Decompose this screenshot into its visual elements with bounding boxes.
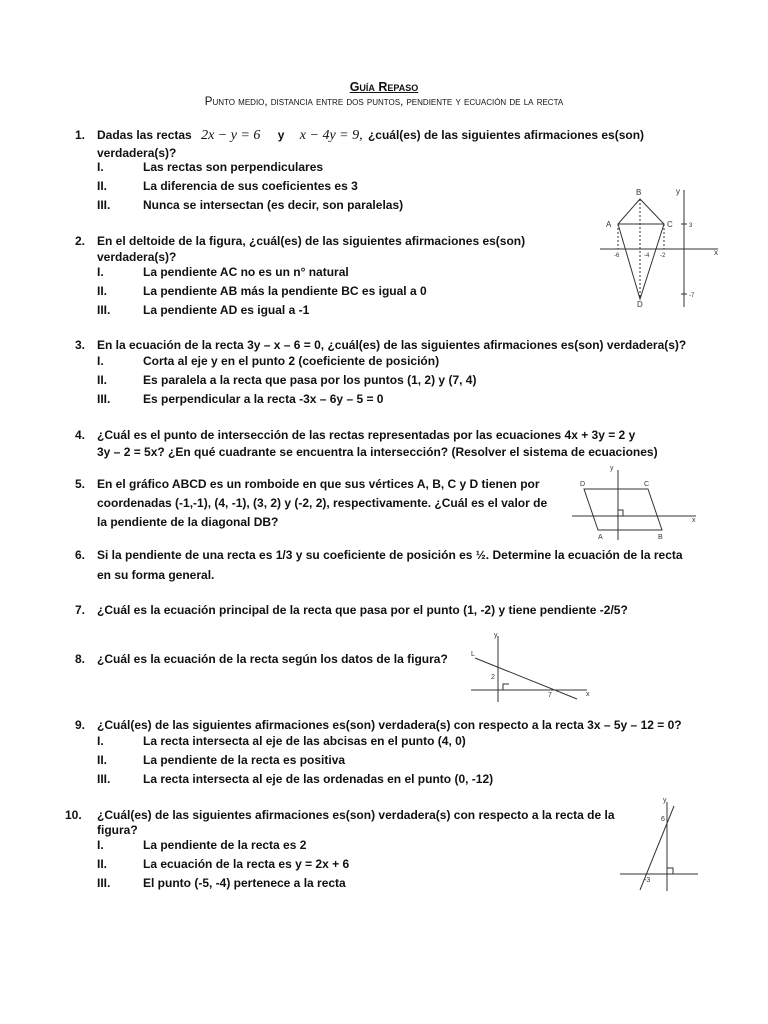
question-number: 6. (75, 548, 86, 562)
question-text-line: Si la pendiente de una recta es 1/3 y su coeficiente de posición es ½. Determine la ecuación de la recta (97, 548, 683, 562)
question-number: 3. (75, 338, 86, 352)
question-number: 2. (75, 234, 86, 248)
label-a: A (606, 220, 612, 229)
option-text: La pendiente AB más la pendiente BC es igual a 0 (143, 284, 427, 298)
label-y: y (676, 187, 680, 196)
question-text-line: ¿Cuál(es) de las siguientes afirmaciones es(son) verdadera(s) con respecto a la recta 3x – 5y – 12 = 0? (97, 718, 682, 732)
label-y: y (663, 797, 667, 804)
option-text: Nunca se intersectan (es decir, son paralelas) (143, 198, 404, 212)
tick-label: -6 (614, 253, 620, 259)
right-angle-mark (503, 684, 509, 690)
question-number: 8. (75, 652, 86, 666)
tick-label: 3 (689, 223, 693, 229)
option-roman: I. (97, 734, 104, 748)
label-d: D (580, 481, 586, 488)
line-figure-q8 (465, 630, 595, 705)
label-b: B (636, 188, 642, 197)
equation: x − 4y = 9, (299, 128, 363, 143)
option-roman: I. (97, 838, 104, 852)
option-roman: II. (97, 373, 108, 387)
question-number: 1. (75, 128, 86, 142)
label-l: L (471, 651, 475, 658)
question-text-line: En el gráfico ABCD es un romboide en que sus vértices A, B, C y D tienen por (97, 477, 540, 491)
label-x: x (714, 248, 718, 257)
question-text-line: ¿Cuál es el punto de intersección de las rectas representadas por las ecuaciones 4x + 3y = 2 y (97, 428, 636, 442)
option-text: El punto (-5, -4) pertenece a la recta (143, 876, 346, 890)
right-angle-mark (618, 510, 623, 516)
option-roman: II. (97, 857, 108, 871)
option-roman: I. (97, 354, 104, 368)
label-y: y (494, 632, 498, 639)
question-text-part: ¿cuál(es) de las siguientes afirmaciones es(son) (367, 128, 645, 142)
question-number: 5. (75, 477, 86, 491)
tick-label-7: 7 (548, 692, 552, 699)
option-roman: II. (97, 284, 108, 298)
tick-label-6: 6 (661, 816, 665, 823)
question-text-part: Dadas las rectas (97, 128, 192, 142)
tick-label: -7 (689, 293, 695, 299)
question-text-line: En el deltoide de la figura, ¿cuál(es) de las siguientes afirmaciones es(son) (97, 234, 526, 248)
option-text: La recta intersecta al eje de las ordenadas en el punto (0, -12) (143, 772, 494, 786)
tick-label: -4 (644, 253, 650, 259)
question-number: 10. (65, 808, 82, 822)
option-text: Corta al eje y en el punto 2 (coeficiente de posición) (143, 354, 440, 368)
label-a: A (598, 534, 603, 541)
option-roman: III. (97, 198, 111, 212)
label-y: y (610, 465, 614, 472)
option-text: La pendiente de la recta es positiva (143, 753, 346, 767)
question-text-line: en su forma general. (97, 568, 215, 582)
label-c: C (644, 481, 650, 488)
option-roman: III. (97, 772, 111, 786)
page-title: Guía Repaso (349, 80, 419, 94)
option-roman: II. (97, 179, 108, 193)
label-b: B (658, 534, 663, 541)
label-d: D (637, 300, 643, 309)
deltoid-figure (590, 182, 730, 312)
label-c: C (667, 220, 673, 229)
option-text: La pendiente AC no es un n° natural (143, 265, 349, 279)
option-roman: III. (97, 303, 111, 317)
question-text-line: coordenadas (-1,-1), (4, -1), (3, 2) y (-2, 2), respectivamente. ¿Cuál es el valor de (97, 496, 548, 510)
question-text (97, 126, 644, 145)
option-text: Las rectas son perpendiculares (143, 160, 324, 174)
option-text: La ecuación de la recta es y = 2x + 6 (143, 857, 350, 871)
option-roman: I. (97, 265, 104, 279)
question-text-part: y (277, 128, 285, 142)
line-figure-q10 (612, 794, 702, 894)
question-text-line: ¿Cuál es la ecuación de la recta según los datos de la figura? (97, 652, 448, 666)
option-text: Es perpendicular a la recta -3x – 6y – 5 = 0 (143, 392, 384, 406)
question-text-line: la pendiente de la diagonal DB? (97, 515, 279, 529)
question-text-line: ¿Cuál es la ecuación principal de la recta que pasa por el punto (1, -2) y tiene pendiente -2/5? (97, 603, 628, 617)
question-text-line: ¿Cuál(es) de las siguientes afirmaciones es(son) verdadera(s) con respecto a la recta de la (97, 808, 615, 822)
question-text-line: En la ecuación de la recta 3y – x – 6 = 0, ¿cuál(es) de las siguientes afirmaciones es(son) verdadera(s)? (97, 338, 687, 352)
label-x: x (692, 517, 696, 524)
label-x: x (586, 691, 590, 698)
question-4 (75, 426, 715, 466)
option-text: La diferencia de sus coeficientes es 3 (143, 179, 358, 193)
question-text-line: figura? (97, 823, 138, 837)
option-text: La recta intersecta al eje de las abcisas en el punto (4, 0) (143, 734, 466, 748)
option-roman: I. (97, 160, 104, 174)
question-number: 7. (75, 603, 86, 617)
page-subtitle: Punto medio, distancia entre dos puntos, pendiente y ecuación de la recta (204, 96, 564, 108)
tick-label-minus-3: -3 (644, 877, 651, 884)
option-text: La pendiente de la recta es 2 (143, 838, 307, 852)
question-number: 4. (75, 428, 86, 442)
question-number: 9. (75, 718, 86, 732)
question-text-line: verdadera(s)? (97, 250, 177, 264)
option-text: La pendiente AD es igual a -1 (143, 303, 310, 317)
option-roman: II. (97, 753, 108, 767)
option-roman: III. (97, 392, 111, 406)
right-angle-mark (667, 868, 673, 874)
question-text-line: verdadera(s)? (97, 146, 177, 160)
tick-label: -2 (660, 253, 666, 259)
question-5 (75, 475, 575, 535)
tick-label-2: 2 (491, 674, 495, 681)
question-6 (75, 546, 715, 586)
question-text-line: 3y – 2 = 5x? ¿En qué cuadrante se encuentra la intersección? (Resolver el sistema de ecuaciones) (97, 445, 658, 459)
option-roman: III. (97, 876, 111, 890)
equation: 2x − y = 6 (201, 128, 261, 143)
option-text: Es paralela a la recta que pasa por los puntos (1, 2) y (7, 4) (143, 373, 477, 387)
romboide-figure (568, 462, 703, 542)
